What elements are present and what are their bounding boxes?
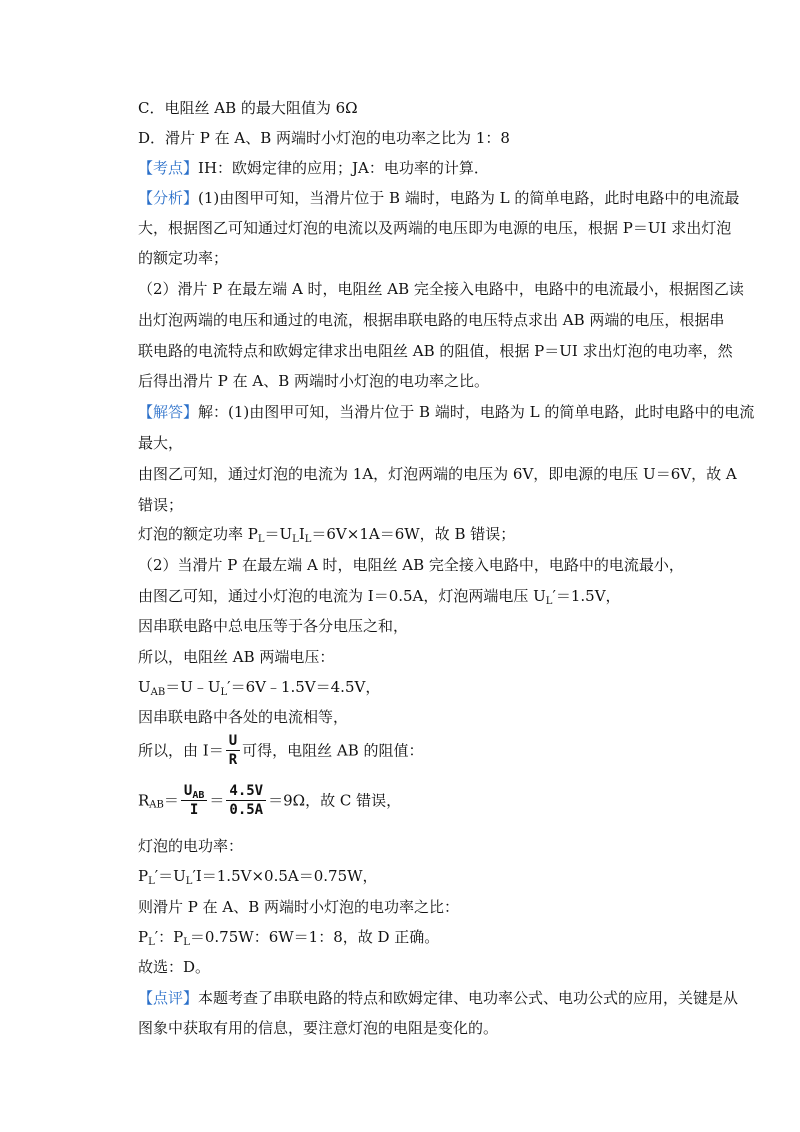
dianping-tag: 【点评】 <box>138 989 199 1007</box>
fenxi-line-7: 后得出滑片 P 在 A、B 两端时小灯泡的电功率之比。 <box>138 372 490 390</box>
resistance-fraction-1: $\frac{U_{AB}}{I}$ <box>181 784 207 817</box>
fenxi-text-1: (1)由图甲可知，当滑片位于 B 端时，电路为 L 的简单电路，此时电路中的电流最 <box>198 189 740 207</box>
fenxi-line-1 <box>138 186 740 210</box>
ohm-law-fraction: $\frac{U}{R}$ <box>226 734 240 767</box>
jieda-line-14: 灯泡的电功率： <box>138 837 244 855</box>
fenxi-line-2: 大，根据图乙可知通过灯泡的电流以及两端的电压即为电源的电压，根据 P＝UI 求出灯泡 <box>138 219 732 237</box>
jieda-line-4: 错误； <box>138 496 184 514</box>
jieda-text-1: 解：(1)由图甲可知，当滑片位于 B 端时，电路为 L 的简单电路，此时电路中的电流 <box>198 403 755 421</box>
option-c: C．电阻丝 AB 的最大阻值为 6Ω <box>138 99 358 117</box>
fenxi-tag: 【分析】 <box>138 189 199 207</box>
jieda-line-16: 则滑片 P 在 A、B 两端时小灯泡的电功率之比： <box>138 898 460 916</box>
fenxi-line-4: （2）滑片 P 在最左端 A 时，电阻丝 AB 完全接入电路中，电路中的电流最小，根据图乙读 <box>138 280 744 298</box>
kaodian-tag: 【考点】 <box>138 159 199 177</box>
jieda-line-15: $P_L'=U_L'I=1.5V\times 0.5A=0.75W$， <box>138 867 378 887</box>
dianping-text-1: 本题考查了串联电路的特点和欧姆定律、电功率公式、电功公式的应用，关键是从 <box>198 989 739 1007</box>
jieda-line-12: 所以，由 I＝ $\frac{U}{R}$ 可得，电阻丝 AB 的阻值： <box>138 733 424 768</box>
kaodian-line <box>138 156 700 180</box>
fenxi-line-6: 联电路的电流特点和欧姆定律求出电阻丝 AB 的阻值，根据 P＝UI 求出灯泡的电功率，然 <box>138 342 733 360</box>
kaodian-text: IH：欧姆定律的应用；JA：电功率的计算． <box>198 159 489 177</box>
dianping-line-1 <box>138 986 739 1010</box>
jieda-line-2: 最大， <box>138 434 184 452</box>
dianping-line-2: 图象中获取有用的信息，要注意灯泡的电阻是变化的。 <box>138 1019 499 1037</box>
jieda-line-8: 因串联电路中总电压等于各分电压之和， <box>138 617 409 635</box>
fenxi-line-5: 出灯泡两端的电压和通过的电流，根据串联电路的电压特点求出 AB 两端的电压，根据串 <box>138 311 725 329</box>
jieda-line-9: 所以，电阻丝 AB 两端电压： <box>138 648 335 666</box>
resistance-fraction-2: $\frac{4.5V}{0.5A}$ <box>226 784 266 817</box>
jieda-line-3: 由图乙可知，通过灯泡的电流为 1A，灯泡两端的电压为 6V，即电源的电压 U＝6V，故 A <box>138 465 737 483</box>
jieda-line-13: $R_{AB}=$ $\frac{U_{AB}}{I}$ ＝ $\frac{4.5V}{0.5A}$ ＝9Ω，故 C 错误， <box>138 783 402 818</box>
fenxi-line-3: 的额定功率； <box>138 249 229 267</box>
jieda-line-10: $U_{AB}=U﹣U_L'=6V﹣1.5V=4.5V$， <box>138 678 381 698</box>
jieda-tag: 【解答】 <box>138 403 199 421</box>
jieda-line-7: 由图乙可知，通过小灯泡的电流为 I＝0.5A，灯泡两端电压 $U_L'=1.5V$， <box>138 587 621 607</box>
jieda-line-11: 因串联电路中各处的电流相等， <box>138 708 349 726</box>
jieda-line-6: （2）当滑片 P 在最左端 A 时，电阻丝 AB 完全接入电路中，电路中的电流最小， <box>138 556 684 574</box>
jieda-line-5: 灯泡的额定功率 $P_L=U_LI_L=6V\times 1A=6W$，故 B 错误； <box>138 525 516 545</box>
jieda-line-18: 故选：D。 <box>138 958 211 976</box>
jieda-line-1 <box>138 400 755 424</box>
option-d: D．滑片 P 在 A、B 两端时小灯泡的电功率之比为 1：8 <box>138 129 510 147</box>
jieda-line-17: $P_L'$：$P_L=0.75W$：6W＝1：8，故 D 正确。 <box>138 928 440 948</box>
